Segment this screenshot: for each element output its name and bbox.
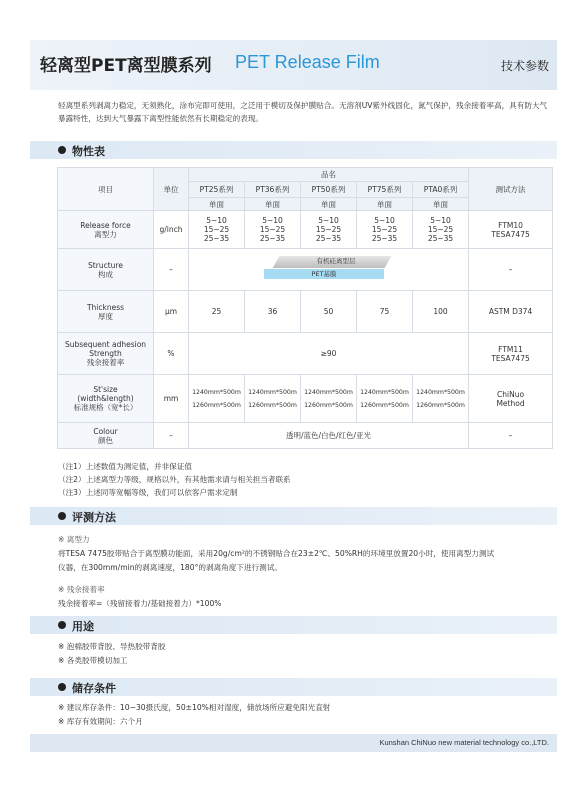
release-values: 5~10 15~25 25~35	[189, 211, 245, 249]
release-values: 5~10 15~25 25~35	[245, 211, 301, 249]
unit-cell: μm	[154, 291, 189, 333]
row-label-cn: 颜色	[98, 435, 113, 445]
row-label-en: Release force	[80, 220, 131, 230]
unit-cell: mm	[154, 375, 189, 423]
note-item: （注2）上述离型力等级，规格以外，有其他需求请与相关担当者联系	[58, 475, 291, 484]
row-label-en: St'size	[93, 385, 118, 394]
row-label-cn: 构成	[98, 269, 113, 279]
colour-value: 透明/蓝色/白色/红色/亚光	[189, 423, 469, 449]
adhesion-value: ≥90	[189, 333, 469, 375]
product-header: PT36系列	[245, 182, 301, 198]
row-label-en: Strength	[89, 349, 122, 358]
sub-label: 单面	[301, 198, 357, 211]
intro-paragraph: 轻离型系列剥离力稳定，无须熟化，涂布完即可使用，之泛用于模切及保护膜贴合。无溶剂UV紫外线固化，氮气保护，残余接着率高，具有防大气暴露特性，达到大气暴露下离型性能依然有长期稳定的表现。	[58, 101, 548, 123]
unit-cell: g/inch	[154, 211, 189, 249]
table-notes	[58, 460, 291, 499]
method-cell: ChiNuo Method	[469, 375, 553, 423]
product-header: PT25系列	[189, 182, 245, 198]
page-header	[30, 40, 557, 90]
header-unit: 单位	[154, 168, 189, 211]
thickness-value: 36	[245, 291, 301, 333]
bullet-icon	[58, 621, 66, 629]
row-label-colour	[58, 423, 154, 449]
row-label-thickness	[58, 291, 154, 333]
sub-label: 单面	[189, 198, 245, 211]
bullet-icon	[58, 683, 66, 691]
header-product-group: 品名	[189, 168, 469, 182]
row-label-cn: 标准规格（宽*长）	[73, 403, 138, 412]
unit-cell: %	[154, 333, 189, 375]
method-cell: FTM11 TESA7475	[469, 333, 553, 375]
product-header: PT50系列	[301, 182, 357, 198]
release-values: 5~10 15~25 25~35	[413, 211, 469, 249]
method-cell: –	[469, 249, 553, 291]
thickness-value: 75	[357, 291, 413, 333]
usage-item: ※ 泡棉胶带背胶、导热胶带背胶	[58, 642, 166, 651]
release-values: 5~10 15~25 25~35	[301, 211, 357, 249]
product-header: PTA0系列	[413, 182, 469, 198]
pet-layer-label: PET基膜	[311, 269, 337, 278]
unit-cell: –	[154, 249, 189, 291]
properties-table	[57, 167, 553, 449]
storage-block	[58, 701, 548, 729]
unit-cell: –	[154, 423, 189, 449]
section-bar-storage	[30, 678, 557, 696]
method-cell: –	[469, 423, 553, 449]
size-values: 1240mm*500m 1260mm*500m	[357, 375, 413, 423]
row-label-en: Structure	[88, 260, 123, 270]
row-label-en: Thickness	[86, 302, 125, 312]
product-header: PT75系列	[357, 182, 413, 198]
row-label-en: Subsequent adhesion	[64, 340, 147, 349]
test-method-block	[58, 533, 548, 611]
row-label-cn: 残余接着率	[86, 358, 125, 367]
section-bar-properties	[30, 141, 557, 159]
sub-label: 单面	[413, 198, 469, 211]
row-label-en: Colour	[93, 426, 118, 436]
size-values: 1240mm*500m 1260mm*500m	[413, 375, 469, 423]
method-cell: ASTM D374	[469, 291, 553, 333]
thickness-value: 25	[189, 291, 245, 333]
row-label-cn: 厚度	[98, 311, 113, 321]
section-title-test: 评测方法	[72, 511, 116, 524]
bullet-icon	[58, 146, 66, 154]
bullet-icon	[58, 512, 66, 520]
structure-diagram-cell	[189, 249, 469, 291]
section-title-usage: 用途	[72, 620, 94, 633]
page-title-en: PET Release Film	[235, 52, 380, 72]
row-label-release	[58, 211, 154, 249]
size-values: 1240mm*500m 1260mm*500m	[245, 375, 301, 423]
page-footer	[30, 734, 557, 752]
test-heading: ※ 离型力	[58, 535, 90, 544]
section-title-storage: 储存条件	[72, 682, 116, 695]
method-cell: FTM10 TESA7475	[469, 211, 553, 249]
thickness-value: 100	[413, 291, 469, 333]
sub-label: 单面	[245, 198, 301, 211]
page-title: 轻离型PET离型膜系列	[40, 56, 212, 76]
header-method: 测试方法	[469, 168, 553, 211]
test-heading: ※ 残余接着率	[58, 585, 105, 594]
storage-item: ※ 建议库存条件：10~30摄氏度，50±10%相对湿度，储放场所应避免阳光直射	[58, 703, 331, 712]
thickness-value: 50	[301, 291, 357, 333]
row-label-en: (width&length)	[77, 394, 134, 403]
storage-item: ※ 库存有效期间：六个月	[58, 717, 143, 726]
test-paragraph: 残余接着率=（残留接着力/基础接着力）*100%	[58, 599, 222, 608]
note-item: （注1）上述数值为测定值，并非保证值	[58, 462, 192, 471]
size-values: 1240mm*500m 1260mm*500m	[301, 375, 357, 423]
sub-label: 单面	[357, 198, 413, 211]
test-paragraph: 将TESA 7475胶带贴合于离型膜功能面，采用20g/cm²的不锈钢贴合在23±2℃、50%RH的环境里放置20小时，使用离型力测试	[58, 549, 495, 558]
release-values: 5~10 15~25 25~35	[357, 211, 413, 249]
section-bar-test	[30, 507, 557, 525]
test-paragraph: 仪器，在300mm/min的剥离速度，180°的剥离角度下进行测试。	[58, 563, 282, 572]
row-label-cn: 离型力	[94, 229, 117, 239]
row-label-adhesion	[58, 333, 154, 375]
header-item: 项目	[58, 168, 154, 211]
footer-company: Kunshan ChiNuo new material technology co.,LTD.	[379, 738, 549, 747]
section-title-properties: 物性表	[72, 145, 105, 158]
structure-diagram	[256, 252, 401, 288]
size-values: 1240mm*500m 1260mm*500m	[189, 375, 245, 423]
usage-block	[58, 640, 548, 668]
row-label-size	[58, 375, 154, 423]
usage-item: ※ 各类胶带模切加工	[58, 656, 128, 665]
row-label-structure	[58, 249, 154, 291]
silicone-layer-label: 有机硅离型层	[316, 256, 356, 265]
header-right-label: 技术参数	[500, 59, 549, 73]
note-item: （注3）上述同等宽幅等级，我们可以依客户需求定制	[58, 488, 238, 497]
section-bar-usage	[30, 616, 557, 634]
